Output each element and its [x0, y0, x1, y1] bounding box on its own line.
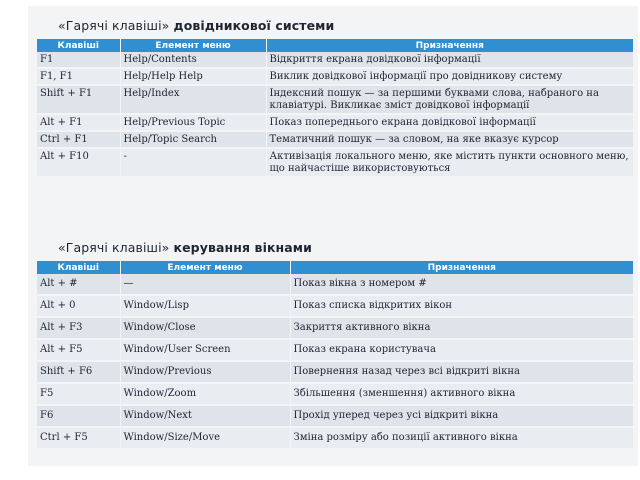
cell-purpose: Виклик довідкової інформації про довідникову систему [266, 68, 633, 85]
column-header-purpose: Призначення [266, 39, 633, 52]
column-header-keys: Клавіші [37, 261, 120, 274]
table-row [37, 114, 633, 131]
cell-menu-item: Help/Contents [120, 52, 266, 68]
table-row [37, 405, 633, 427]
cell-keys: Alt + F10 [37, 148, 120, 177]
table-row [37, 361, 633, 383]
cell-purpose: Показ вікна з номером # [290, 274, 633, 295]
cell-keys: Alt + F3 [37, 317, 120, 339]
table-row [37, 68, 633, 85]
cell-keys: Alt + # [37, 274, 120, 295]
section-title-window-hotkeys [58, 240, 312, 255]
cell-menu-item: Window/User Screen [120, 339, 290, 361]
cell-menu-item: Help/Help Help [120, 68, 266, 85]
section-title-quoted: «Гарячі клавіші» [58, 240, 170, 255]
column-header-purpose: Призначення [290, 261, 633, 274]
cell-menu-item: Window/Size/Move [120, 427, 290, 449]
table-row [37, 383, 633, 405]
cell-keys: Shift + F1 [37, 85, 120, 114]
cell-menu-item: Help/Index [120, 85, 266, 114]
table-header-row [37, 261, 633, 274]
table-row [37, 427, 633, 449]
table-row [37, 274, 633, 295]
cell-keys: Ctrl + F1 [37, 131, 120, 148]
cell-purpose: Тематичний пошук — за словом, на яке вказує курсор [266, 131, 633, 148]
cell-menu-item: — [120, 274, 290, 295]
cell-keys: F6 [37, 405, 120, 427]
cell-keys: Alt + F5 [37, 339, 120, 361]
cell-menu-item: Help/Topic Search [120, 131, 266, 148]
table-row [37, 339, 633, 361]
table-row [37, 131, 633, 148]
cell-menu-item: Window/Close [120, 317, 290, 339]
window-hotkeys-table [37, 261, 633, 450]
cell-menu-item: Window/Next [120, 405, 290, 427]
cell-menu-item: - [120, 148, 266, 177]
cell-purpose: Активізація локального меню, яке містить пункти основного меню, що найчастіше використовуються [266, 148, 633, 177]
table-row [37, 148, 633, 177]
cell-keys: F1 [37, 52, 120, 68]
cell-menu-item: Window/Lisp [120, 295, 290, 317]
section-title-quoted: «Гарячі клавіші» [58, 18, 170, 33]
cell-menu-item: Help/Previous Topic [120, 114, 266, 131]
column-header-keys: Клавіші [37, 39, 120, 52]
cell-keys: Alt + 0 [37, 295, 120, 317]
table-row [37, 317, 633, 339]
section-title-rest: довідникової системи [173, 18, 335, 33]
cell-purpose: Показ списка відкритих вікон [290, 295, 633, 317]
cell-purpose: Показ попереднього екрана довідкової інформації [266, 114, 633, 131]
section-title-help-hotkeys [58, 18, 334, 33]
column-header-menu-item: Елемент меню [120, 39, 266, 52]
cell-purpose: Повернення назад через всі відкриті вікна [290, 361, 633, 383]
cell-purpose: Збільшення (зменшення) активного вікна [290, 383, 633, 405]
section-title-rest: керування вікнами [173, 240, 312, 255]
cell-purpose: Відкриття екрана довідкової інформації [266, 52, 633, 68]
column-header-menu-item: Елемент меню [120, 261, 290, 274]
cell-keys: F1, F1 [37, 68, 120, 85]
table-header-row [37, 39, 633, 52]
cell-menu-item: Window/Zoom [120, 383, 290, 405]
cell-purpose: Показ екрана користувача [290, 339, 633, 361]
cell-keys: Shift + F6 [37, 361, 120, 383]
help-hotkeys-table [37, 39, 633, 178]
cell-menu-item: Window/Previous [120, 361, 290, 383]
table-row [37, 52, 633, 68]
cell-purpose: Зміна розміру або позиції активного вікна [290, 427, 633, 449]
cell-purpose: Закриття активного вікна [290, 317, 633, 339]
table-row [37, 85, 633, 114]
cell-purpose: Індексний пошук — за першими буквами слова, набраного на клавіатурі. Викликає зміст довідкової інформації [266, 85, 633, 114]
cell-purpose: Прохід уперед через усі відкриті вікна [290, 405, 633, 427]
cell-keys: Ctrl + F5 [37, 427, 120, 449]
cell-keys: F5 [37, 383, 120, 405]
table-row [37, 295, 633, 317]
cell-keys: Alt + F1 [37, 114, 120, 131]
